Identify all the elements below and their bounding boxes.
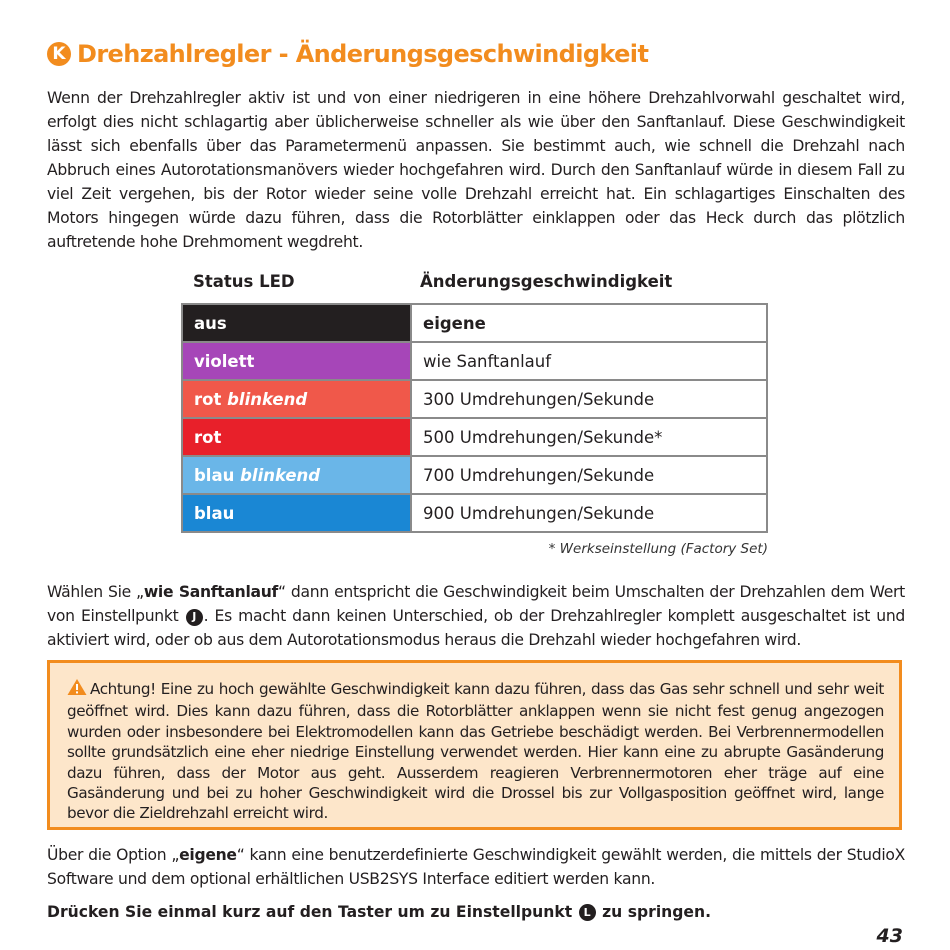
led-status-cell (182, 418, 411, 456)
led-status-cell (182, 494, 411, 532)
led-mode-label: blinkend (240, 465, 321, 485)
warning-text: Achtung! Eine zu hoch gewählte Geschwindigkeit kann dazu führen, dass das Gas sehr schnell und sehr weit geöffnet wird. Dies kann dazu führen, dass die Rotorblätter anklappen wenn sie nicht fest genug angezogen wurden oder insbesondere bei Elektromodellen kann das Getriebe beschädigt werden. Bei Verbrennermodellen sollte grundsätzlich eine eher niedrige Einstellung verwendet werden. Hier kann eine zu abrupte Gasänderung dazu führen, dass der Motor aus geht. Ausserdem reagieren Verbrennermotoren eher träge auf eine Gasänderung und bei zu hoher Geschwindigkeit wird die Drossel bis zur Vollgasposition geöffnet wird, lange bevor die Zieldrehzahl erreicht wird. (67, 680, 884, 823)
intro-paragraph: Wenn der Drehzahlregler aktiv ist und von einer niedrigeren in eine höhere Drehzahlvorwahl geschaltet wird, erfolgt dies nicht schlagartig aber üblicherweise schneller als wie über den Sanftanlauf. Diese Geschwindigkeit lässt sich ebenfalls über das Parametermenü anpassen. Sie bestimmt auch, wie schnell die Drehzahl nach Abbruch eines Autorotationsmanövers wieder hochgefahren wird. Durch den Sanftanlauf würde in diesem Fall zu viel Zeit vergehen, bis der Rotor wieder seine volle Drehzahl erreicht hat. Ein schlagartiges Einschalten des Motors hingegen würde dazu führen, dass die Rotorblätter einklappen oder das Heck durch das plötzlich auftretende hohe Drehmoment wegdreht. (47, 89, 905, 251)
table-row (182, 456, 767, 494)
warning-triangle-icon (67, 678, 87, 701)
footnote: * Werkseinstellung (Factory Set) (548, 541, 768, 557)
settingpoint-j-icon: J (186, 609, 203, 626)
table-row (182, 418, 767, 456)
settingpoint-l-icon: L (579, 904, 596, 921)
paragraph-eigene: Über die Option „eigene“ kann eine benutzerdefinierte Geschwindigkeit gewählt werden, die mittels der StudioX Software und dem optional erhältlichen USB2SYS Interface editiert werden kann. (47, 846, 905, 888)
section-title (47, 40, 648, 68)
led-status-cell (182, 380, 411, 418)
table-header-speed: Änderungsgeschwindigkeit (420, 272, 673, 291)
table-header-status: Status LED (193, 272, 295, 291)
speed-value-cell: eigene (411, 304, 767, 342)
led-color-label: rot (194, 427, 222, 447)
led-status-cell (182, 342, 411, 380)
speed-value-cell: wie Sanftanlauf (411, 342, 767, 380)
table-row (182, 380, 767, 418)
warning-box (47, 660, 902, 830)
led-color-label: blau (194, 465, 235, 485)
speed-value-cell: 700 Umdrehungen/Sekunde (411, 456, 767, 494)
led-status-cell (182, 304, 411, 342)
led-color-label: rot (194, 389, 222, 409)
option-name: eigene (179, 846, 237, 864)
table-row (182, 494, 767, 532)
section-badge: K (47, 42, 71, 66)
speed-value-cell: 300 Umdrehungen/Sekunde (411, 380, 767, 418)
led-mode-label: blinkend (227, 389, 308, 409)
led-status-cell (182, 456, 411, 494)
table-row (182, 342, 767, 380)
status-table (181, 303, 768, 533)
page-title: Drehzahlregler - Änderungsgeschwindigkeit (77, 40, 649, 68)
led-color-label: aus (194, 313, 227, 333)
option-name: wie Sanftanlauf (143, 583, 279, 601)
speed-value-cell: 900 Umdrehungen/Sekunde (411, 494, 767, 532)
table-row (182, 304, 767, 342)
paragraph-sanftanlauf: Wählen Sie „wie Sanftanlauf“ dann entspricht die Geschwindigkeit beim Umschalten der Drehzahlen dem Wert von Einstellpunkt J . Es macht dann keinen Unterschied, ob der Drehzahlregler komplett ausgeschaltet ist und aktiviert wird, oder ob aus dem Autorotationsmodus heraus die Drehzahl wieder hochgefahren wird. (47, 583, 905, 649)
led-color-label: violett (194, 351, 255, 371)
page-number: 43 (876, 925, 903, 947)
instruction-next: Drücken Sie einmal kurz auf den Taster um zu Einstellpunkt L zu springen. (47, 903, 712, 921)
speed-value-cell: 500 Umdrehungen/Sekunde* (411, 418, 767, 456)
led-color-label: blau (194, 503, 235, 523)
